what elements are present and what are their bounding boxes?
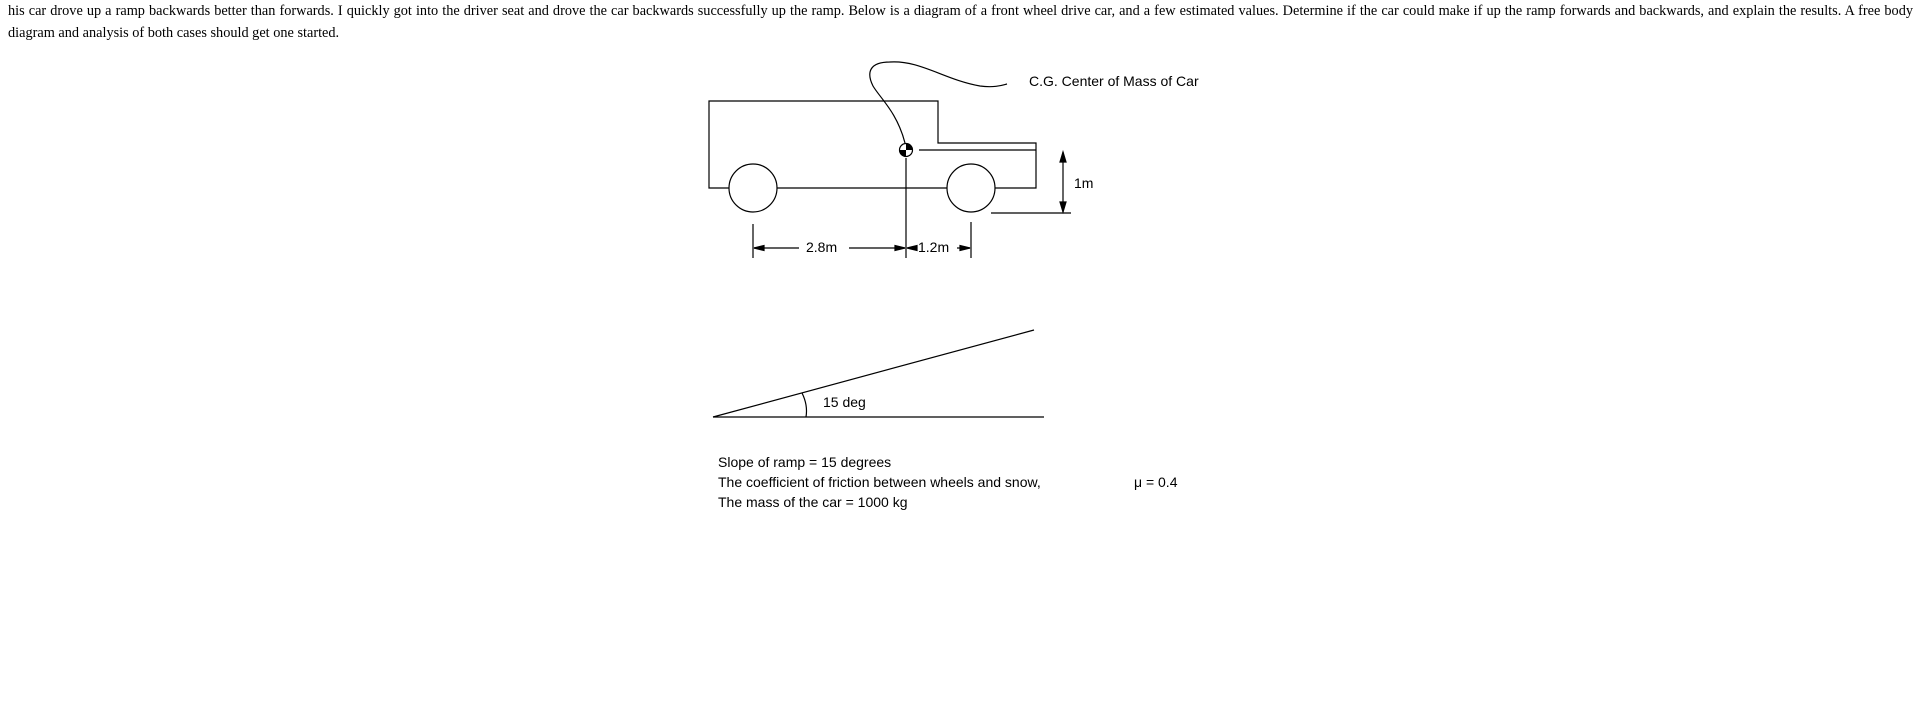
ramp-incline [713,330,1034,417]
cg-label: C.G. Center of Mass of Car [1029,73,1199,89]
rear-wheel [729,164,777,212]
height-dimension [1060,152,1066,212]
rear-distance-label: 2.8m [806,239,838,255]
friction-description: The coefficient of friction between wheels and snow, [718,474,1041,490]
car-diagram [709,62,1071,258]
mass-value: The mass of the car = 1000 kg [718,494,908,510]
front-distance-label: 1.2m [918,239,950,255]
height-label: 1m [1074,175,1094,191]
given-values [718,452,1041,512]
angle-arc [802,393,807,417]
problem-statement: his car drove up a ramp backwards better than forwards. I quickly got into the driver seat and drove the car backwards successfully up the ramp. Below is a diagram of a front wheel drive car, and a few estimated values. Determine if the car could make if up the ramp forwards and backwards, and explain the results. A free body diagram and analysis of both cases should get one started. [8,3,1913,41]
slope-value: Slope of ramp = 15 degrees [718,454,892,470]
ramp-diagram [713,330,1044,417]
friction-coefficient-value: μ = 0.4 [1134,474,1178,490]
front-wheel [947,164,995,212]
cg-symbol [900,144,913,157]
angle-label: 15 deg [823,394,866,410]
